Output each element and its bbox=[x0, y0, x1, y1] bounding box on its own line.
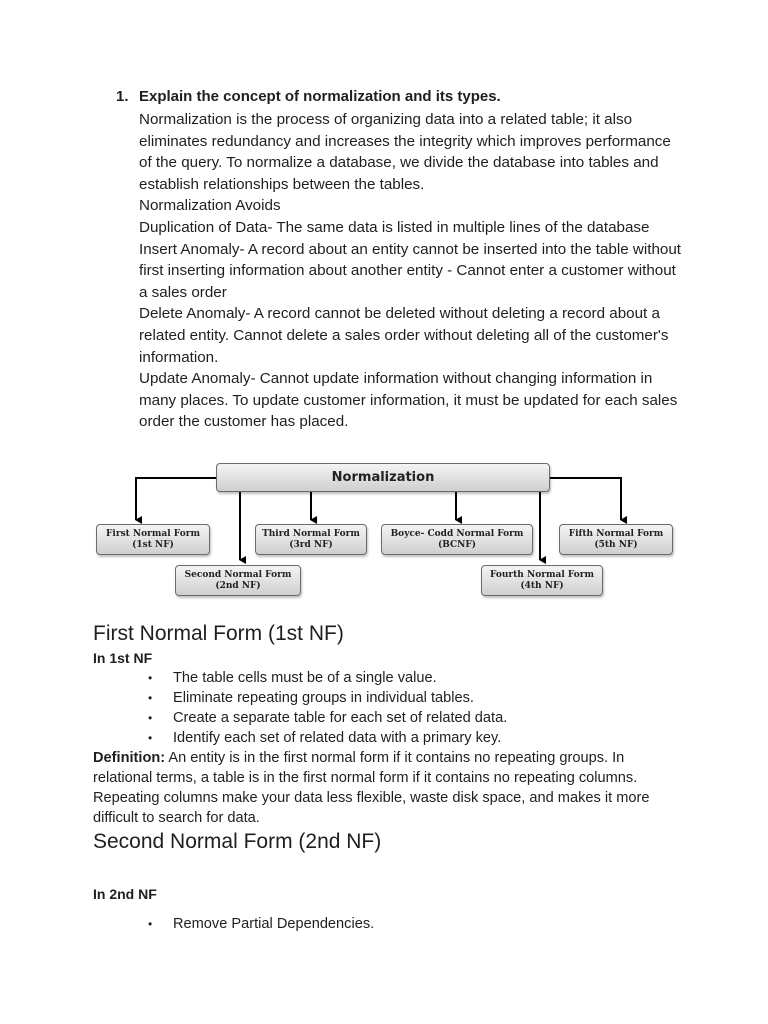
second-nf-subheading: In 2nd NF bbox=[93, 886, 157, 902]
first-nf-bullet-list bbox=[148, 668, 507, 748]
question-title: Explain the concept of normalization and its types. bbox=[139, 88, 501, 105]
paragraph-duplication: Duplication of Data- The same data is listed in multiple lines of the database bbox=[139, 218, 650, 236]
first-nf-subheading: In 1st NF bbox=[93, 650, 153, 666]
second-nf-line2: (2nd NF) bbox=[215, 580, 261, 591]
second-nf-box bbox=[175, 565, 301, 596]
first-nf-line2: (1st NF) bbox=[132, 539, 174, 550]
connector-first bbox=[136, 478, 216, 520]
connector-fifth bbox=[550, 478, 621, 520]
fourth-nf-line2: (4th NF) bbox=[520, 580, 564, 591]
third-nf-line2: (3rd NF) bbox=[289, 539, 333, 550]
list-item: • Identify each set of related data with a primary key. bbox=[148, 728, 507, 748]
first-nf-definition bbox=[93, 748, 683, 828]
third-nf-box bbox=[255, 524, 367, 555]
third-nf-line1: Third Normal Form bbox=[262, 528, 360, 539]
first-nf-box bbox=[96, 524, 210, 555]
root-label: Normalization bbox=[331, 470, 435, 485]
paragraph-update-anomaly: Update Anomaly- Cannot update information without changing information in many places. To update customer information, it must be updated for each sales order the customer has placed. bbox=[139, 370, 678, 431]
fifth-nf-box bbox=[559, 524, 673, 555]
bcnf-line1: Boyce- Codd Normal Form bbox=[390, 528, 524, 539]
normalization-diagram bbox=[94, 460, 676, 602]
list-item: • The table cells must be of a single value. bbox=[148, 668, 507, 688]
bcnf-line2: (BCNF) bbox=[437, 539, 477, 550]
question-number: 1. bbox=[116, 88, 129, 105]
second-nf-line1: Second Normal Form bbox=[184, 569, 292, 580]
paragraph-avoids: Normalization Avoids bbox=[139, 197, 281, 215]
list-item: • Create a separate table for each set of related data. bbox=[148, 708, 507, 728]
paragraph-insert-anomaly: Insert Anomaly- A record about an entity cannot be inserted into the table without first inserting information about another entity - Cannot enter a customer without a sales order bbox=[139, 240, 682, 301]
normalization-root-box bbox=[216, 463, 550, 492]
definition-text: An entity is in the first normal form if it contains no repeating groups. In relational terms, a table is in the first normal form if it contains no repeating columns. Repeating columns make your data less flexible, waste disk space, and makes it more difficult to search for data. bbox=[93, 750, 650, 826]
first-nf-heading: First Normal Form (1st NF) bbox=[93, 622, 344, 645]
fourth-nf-box bbox=[481, 565, 603, 596]
bcnf-box bbox=[381, 524, 533, 555]
fourth-nf-line1: Fourth Normal Form bbox=[489, 569, 595, 580]
paragraph-delete-anomaly: Delete Anomaly- A record cannot be deleted without deleting a record about a related entity. Cannot delete a sales order without deleting all of the customer's information. bbox=[139, 305, 669, 366]
second-nf-heading: Second Normal Form (2nd NF) bbox=[93, 830, 382, 853]
list-item: • Remove Partial Dependencies. bbox=[148, 914, 374, 934]
second-nf-bullet-list bbox=[148, 914, 374, 934]
fifth-nf-line1: Fifth Normal Form bbox=[568, 528, 664, 539]
first-nf-line1: First Normal Form bbox=[106, 528, 200, 539]
fifth-nf-line2: (5th NF) bbox=[594, 539, 638, 550]
definition-label: Definition: bbox=[93, 750, 166, 766]
list-item: • Eliminate repeating groups in individual tables. bbox=[148, 688, 507, 708]
question-body bbox=[139, 109, 684, 433]
paragraph-definition: Normalization is the process of organizing data into a related table; it also eliminates redundancy and increases the integrity which improves performance of the query. To normalize a database, we divide the database into tables and establish relationships between the tables. bbox=[139, 111, 671, 193]
